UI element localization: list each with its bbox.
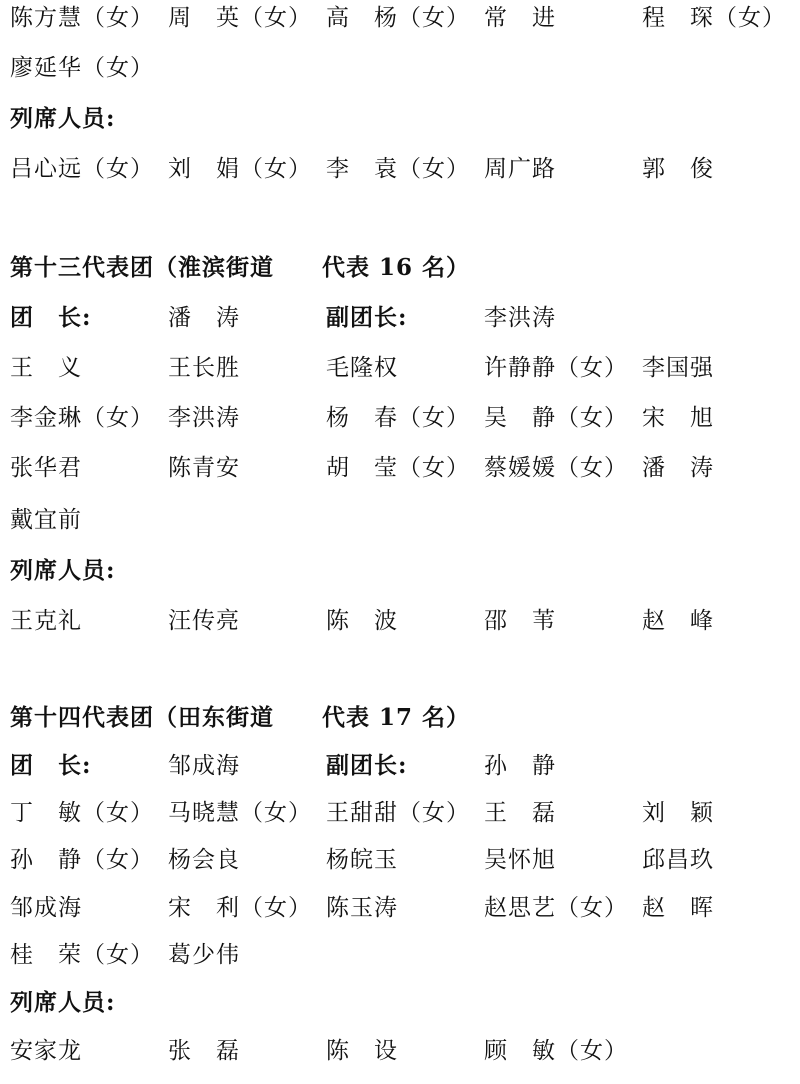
attendee-name: 郭 俊 [642, 156, 714, 182]
delegate-name: 许静静（女） [484, 355, 628, 381]
delegate-name: 宋 旭 [642, 405, 714, 431]
attendees-label: 列席人员: [10, 989, 116, 1016]
attendee-name: 陈 设 [326, 1038, 398, 1064]
delegate-name: 孙 静（女） [10, 847, 154, 873]
attendee-name: 张 磊 [168, 1038, 240, 1064]
leader-name: 潘 涛 [168, 305, 240, 331]
delegate-name: 葛少伟 [168, 942, 240, 968]
attendee-name: 邵 苇 [484, 608, 556, 634]
attendee-name: 安家龙 [10, 1038, 82, 1064]
attendees-label: 列席人员: [10, 557, 116, 584]
attendee-name: 陈 波 [326, 608, 398, 634]
attendee-name: 周广路 [484, 156, 556, 182]
attendees-label: 列席人员: [10, 105, 116, 132]
delegate-name: 刘 颖 [642, 800, 714, 826]
deputy-name: 孙 静 [484, 753, 556, 779]
delegate-name: 桂 荣（女） [10, 942, 154, 968]
attendee-name: 吕心远（女） [10, 156, 154, 182]
delegate-name: 李国强 [642, 355, 714, 381]
delegate-name: 张华君 [10, 455, 82, 481]
attendee-name: 顾 敏（女） [484, 1038, 628, 1064]
delegate-name: 李金琳（女） [10, 405, 154, 431]
deputy-name: 李洪涛 [484, 305, 556, 331]
delegate-name: 周 英（女） [168, 5, 312, 31]
delegate-name: 陈方慧（女） [10, 5, 154, 31]
delegate-name: 戴宜前 [10, 507, 82, 533]
delegate-name: 蔡媛媛（女） [484, 455, 628, 481]
attendee-name: 李 袁（女） [326, 156, 470, 182]
leader-name: 邹成海 [168, 753, 240, 779]
delegate-name: 赵 晖 [642, 895, 714, 921]
delegate-name: 王 磊 [484, 800, 556, 826]
deputy-label: 副团长: [326, 304, 408, 331]
delegate-name: 王甜甜（女） [326, 800, 470, 826]
delegate-name: 马晓慧（女） [168, 800, 312, 826]
delegate-name: 吴怀旭 [484, 847, 556, 873]
delegate-name: 丁 敏（女） [10, 800, 154, 826]
attendee-name: 王克礼 [10, 608, 82, 634]
delegation-heading: 第十四代表团（田东街道 代表 17 名） [10, 704, 471, 731]
delegate-name: 陈玉涛 [326, 895, 398, 921]
delegate-name: 杨会良 [168, 847, 240, 873]
delegate-name: 常 进 [484, 5, 556, 31]
delegation-heading: 第十三代表团（淮滨街道 代表 16 名） [10, 254, 471, 281]
delegate-name: 廖延华（女） [10, 55, 154, 81]
attendee-name: 刘 娟（女） [168, 156, 312, 182]
leader-label: 团 长: [10, 752, 92, 779]
delegate-name: 杨皖玉 [326, 847, 398, 873]
delegate-name: 吴 静（女） [484, 405, 628, 431]
delegate-name: 毛隆权 [326, 355, 398, 381]
delegate-name: 潘 涛 [642, 455, 714, 481]
delegate-name: 胡 莹（女） [326, 455, 470, 481]
attendee-name: 赵 峰 [642, 608, 714, 634]
delegate-name: 程 琛（女） [642, 5, 786, 31]
delegate-name: 邹成海 [10, 895, 82, 921]
delegate-name: 宋 利（女） [168, 895, 312, 921]
delegate-name: 杨 春（女） [326, 405, 470, 431]
delegate-name: 高 杨（女） [326, 5, 470, 31]
delegate-name: 王 义 [10, 355, 82, 381]
delegate-name: 李洪涛 [168, 405, 240, 431]
delegate-name: 陈青安 [168, 455, 240, 481]
leader-label: 团 长: [10, 304, 92, 331]
delegate-name: 赵思艺（女） [484, 895, 628, 921]
delegate-name: 邱昌玖 [642, 847, 714, 873]
delegate-name: 王长胜 [168, 355, 240, 381]
attendee-name: 汪传亮 [168, 608, 240, 634]
deputy-label: 副团长: [326, 752, 408, 779]
